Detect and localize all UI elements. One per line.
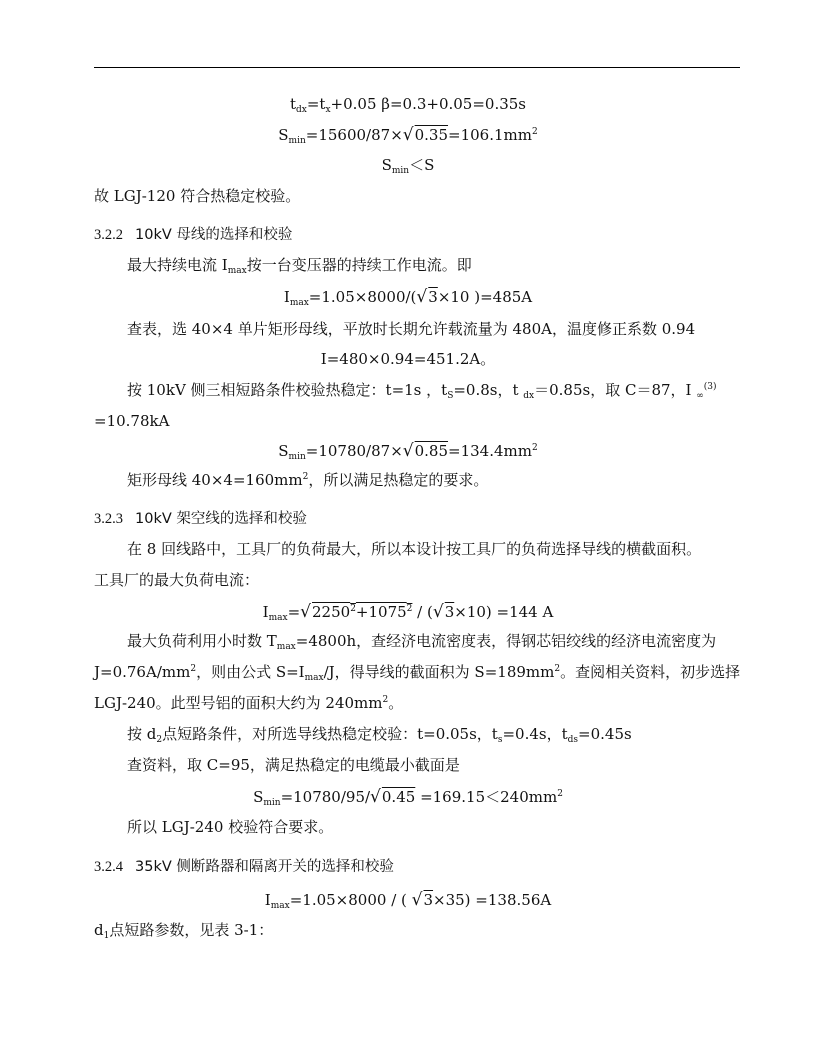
formula-imax-10kv: $I_{max}=1.05\times 8000/(√3\times 10$ )=485A [283, 287, 533, 308]
text-lgj240-area: LGJ-240。此型号铝的面积大约为 $240mm^2$。 [94, 694, 404, 712]
formula-imax-feeder: $I_{max}=√2250^2+1075^2 / (√3\times 10) =144$ A [262, 602, 554, 623]
text-current-density: $J=0.76A/mm^2$，则由公式 $S=I_{max}/J$，得导线的截面积为 $S=189mm^2$。查阅相关资料，初步选择 [94, 663, 741, 683]
text-short-circuit-current: =10.78kA [94, 412, 170, 430]
formula-imax-35kv: $I_{max}=1.05\times 8000$ / ( √3×35) =138.56A [264, 890, 552, 911]
section-heading-3-2-3: 3.2.3 10kV 架空线的选择和校验 [94, 511, 307, 527]
formula-smin-1: $S_{min}=15600/87\times√0.35=106.1mm^2$ [278, 125, 538, 146]
text-tool-factory-current: 工具厂的最大负荷电流： [94, 571, 260, 589]
section-heading-3-2-2: 3.2.2 10kV 母线的选择和校验 [94, 227, 293, 243]
text-d1-parameters: $d_1$点短路参数，见表 3-1： [94, 921, 274, 941]
text-lgj240-conclusion: 所以 LGJ-240 校验符合要求。 [127, 818, 334, 836]
header-rule [94, 67, 740, 68]
text-tmax: 最大负荷利用小时数 $T_{max}=4800h$，查经济电流密度表，得钢芯铝绞线的经济电流密度为 [127, 632, 717, 652]
text-feeder-load: 在 8 回线路中，工具厂的负荷最大，所以本设计按工具厂的负荷选择导线的横截面积。 [127, 540, 702, 558]
text-busbar-conclusion: 矩形母线 $40\times 4=160mm^2$，所以满足热稳定的要求。 [127, 471, 489, 489]
text-cable-min-section: 查资料，取 C=95，满足热稳定的电缆最小截面是 [127, 756, 460, 774]
formula-tdx: $t_{dx}=t_x+0.05$ β=0.3+0.05=0.35s [289, 95, 527, 115]
text-imax-definition: 最大持续电流 $I_{max}$按一台变压器的持续工作电流。即 [127, 256, 472, 276]
formula-smin-busbar: $S_{min}=10780/87\times√0.85=134.4mm^2$ [278, 441, 538, 462]
text-thermal-check-10kv: 按 10kV 侧三相短路条件校验热稳定：t=1s ，$t_S=0.8s$，t $_{dx}$＝0.85s，取 C＝87，I $_\infty^{(3)}$ [127, 381, 717, 401]
formula-smin-compare: $S_{min}<S$ [381, 156, 435, 176]
formula-smin-feeder: $S_{min}=10780/95/√0.45 =169.15<240mm^2$ [253, 787, 563, 808]
text-conclusion-lgj120: 故 LGJ-120 符合热稳定校验。 [94, 187, 301, 205]
formula-current-correction: I=480×0.94=451.2A。 [320, 350, 496, 368]
section-heading-3-2-4: 3.2.4 35kV 侧断路器和隔离开关的选择和校验 [94, 859, 394, 875]
text-busbar-selection: 查表，选 40×4 单片矩形母线，平放时长期允许载流量为 480A，温度修正系数 0.94 [127, 320, 696, 338]
text-d2-thermal-check: 按 $d_2$点短路条件，对所选导线热稳定校验：t=0.05s，$t_s=0.4s$，$t_{ds}=0.45s$ [127, 725, 632, 745]
